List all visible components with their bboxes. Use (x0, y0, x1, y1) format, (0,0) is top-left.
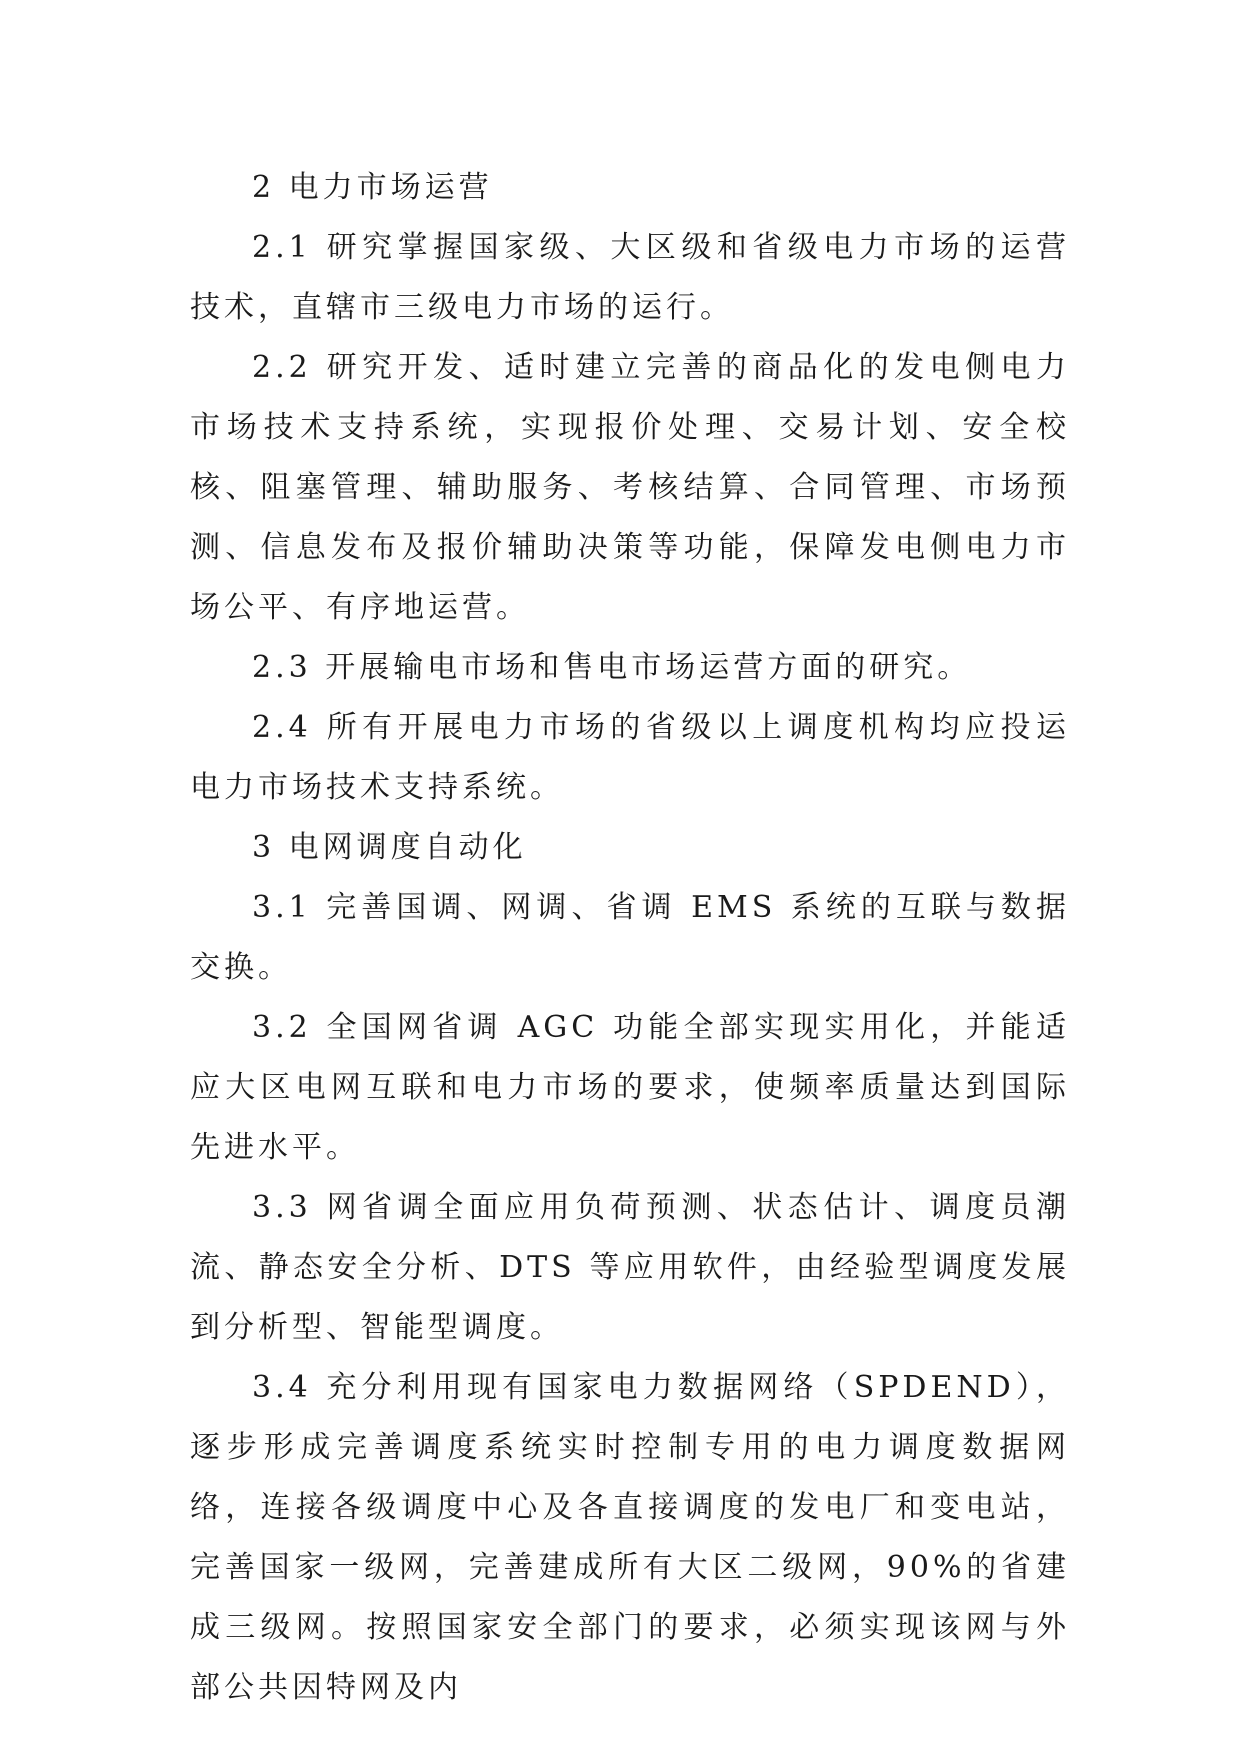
paragraph-3-2: 3.2 全国网省调 AGC 功能全部实现实用化，并能适应大区电网互联和电力市场的要求，使频率质量达到国际先进水平。 (190, 1010, 1070, 1165)
section-heading-2: 2 电力市场运营 (252, 170, 493, 205)
document-body (190, 158, 1070, 1718)
paragraph-2-3: 2.3 开展输电市场和售电市场运营方面的研究。 (252, 650, 972, 685)
paragraph-2-2: 2.2 研究开发、适时建立完善的商品化的发电侧电力市场技术支持系统，实现报价处理、交易计划、安全校核、阻塞管理、辅助服务、考核结算、合同管理、市场预测、信息发布及报价辅助决策等功能，保障发电侧电力市场公平、有序地运营。 (190, 350, 1070, 625)
section-heading-3: 3 电网调度自动化 (252, 830, 527, 865)
paragraph-3-1: 3.1 完善国调、网调、省调 EMS 系统的互联与数据交换。 (190, 890, 1070, 985)
paragraph-3-4: 3.4 充分利用现有国家电力数据网络（SPDEND），逐步形成完善调度系统实时控制专用的电力调度数据网络，连接各级调度中心及各直接调度的发电厂和变电站，完善国家一级网，完善建成所有大区二级网，90%的省建成三级网。按照国家安全部门的要求，必须实现该网与外部公共因特网及内 (190, 1370, 1070, 1705)
paragraph-3-3: 3.3 网省调全面应用负荷预测、状态估计、调度员潮流、静态安全分析、DTS 等应用软件，由经验型调度发展到分析型、智能型调度。 (190, 1190, 1070, 1345)
paragraph-2-4: 2.4 所有开展电力市场的省级以上调度机构均应投运电力市场技术支持系统。 (190, 710, 1070, 805)
paragraph-2-1: 2.1 研究掌握国家级、大区级和省级电力市场的运营技术，直辖市三级电力市场的运行。 (190, 230, 1070, 325)
